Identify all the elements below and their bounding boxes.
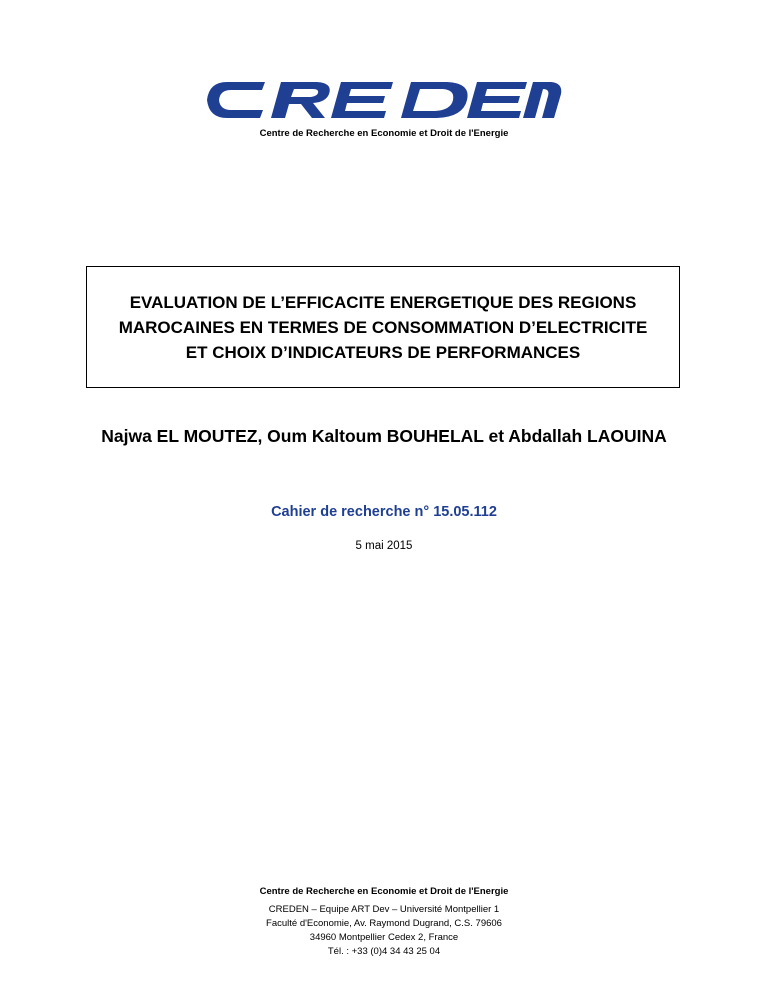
title-line-2: MAROCAINES EN TERMES DE CONSOMMATION D’ELECTRICITE [118,317,648,337]
footer-line-city: 34960 Montpellier Cedex 2, France [309,932,459,943]
footer-line-team: CREDEN – Equipe ART Dev – Université Montpellier 1 [268,904,500,915]
authors: Najwa EL MOUTEZ, Oum Kaltoum BOUHELAL et Abdallah LAOUINA [101,426,667,446]
creden-logo [205,80,563,120]
creden-logo-icon [205,80,563,120]
publication-date: 5 mai 2015 [355,540,413,552]
footer-title: Centre de Recherche en Economie et Droit de l'Energie [259,886,509,897]
header-tagline: Centre de Recherche en Economie et Droit de l'Energie [259,128,509,139]
title-box [86,266,680,388]
footer-line-address: Faculté d'Economie, Av. Raymond Dugrand, C.S. 79606 [266,918,502,929]
title-line-3: ET CHOIX D’INDICATEURS DE PERFORMANCES [185,342,581,362]
title-line-1: EVALUATION DE L’EFFICACITE ENERGETIQUE DES REGIONS [129,292,637,312]
footer-line-phone: Tél. : +33 (0)4 34 43 25 04 [327,946,441,957]
series-label: Cahier de recherche n° 15.05.112 [271,504,497,520]
